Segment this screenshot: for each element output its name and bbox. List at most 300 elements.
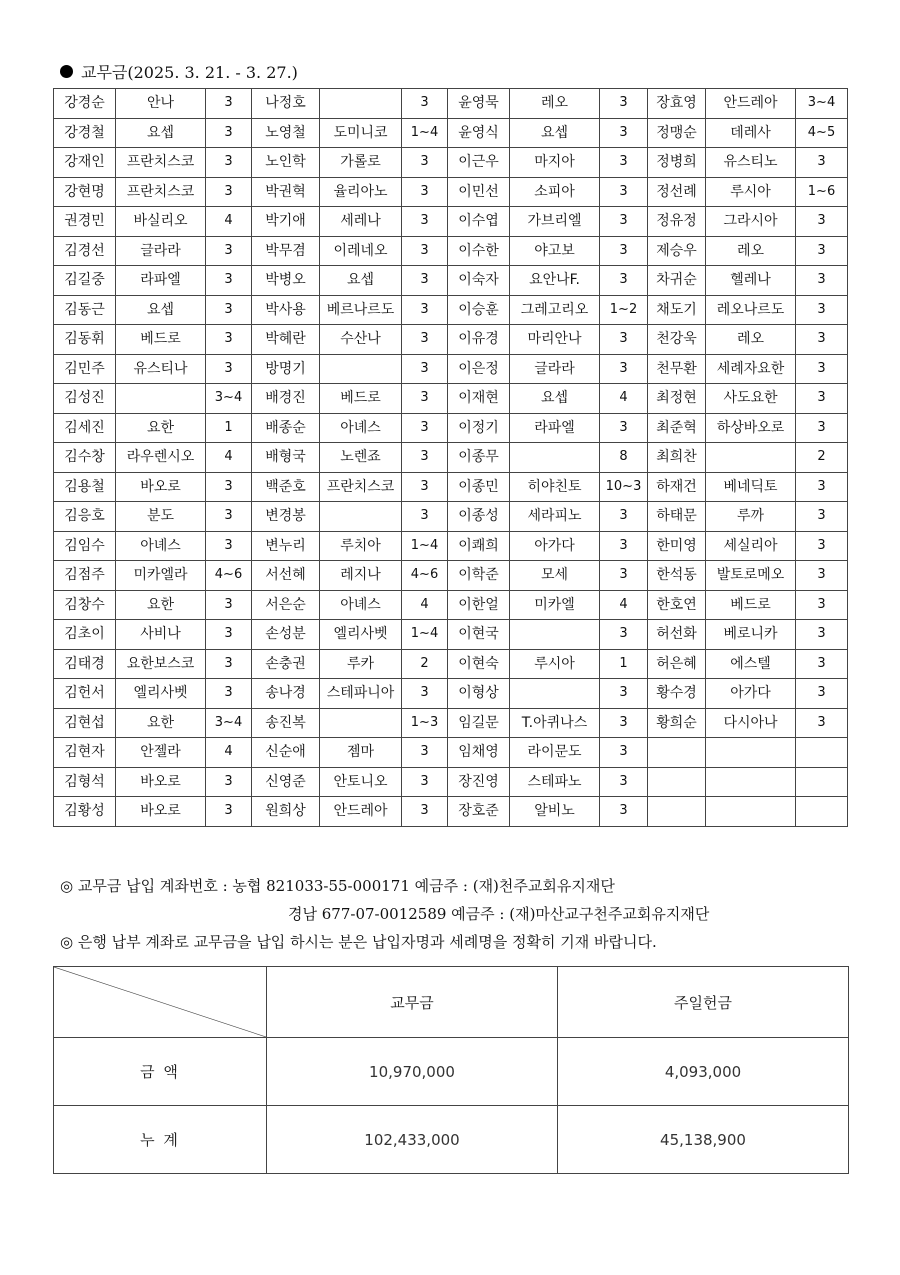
baptismal-name-cell: 다시아나 xyxy=(706,708,796,738)
baptismal-name-cell: 안드레아 xyxy=(706,89,796,119)
table-row xyxy=(54,502,848,532)
baptismal-name-cell: 베네딕토 xyxy=(706,472,796,502)
months-cell: 3 xyxy=(600,708,648,738)
baptismal-name-cell: 루치아 xyxy=(320,531,402,561)
baptismal-name-cell: 미카엘라 xyxy=(116,561,206,591)
baptismal-name-cell: 요셉 xyxy=(320,266,402,296)
baptismal-name-cell: 안나 xyxy=(116,89,206,119)
baptismal-name-cell: 루카 xyxy=(320,649,402,679)
baptismal-name-cell xyxy=(116,384,206,414)
months-cell: 3 xyxy=(206,236,252,266)
months-cell: 2 xyxy=(402,649,448,679)
baptismal-name-cell: 미카엘 xyxy=(510,590,600,620)
months-cell: 3 xyxy=(206,767,252,797)
table-row xyxy=(54,177,848,207)
months-cell: 3 xyxy=(206,89,252,119)
baptismal-name-cell: 그라시아 xyxy=(706,207,796,237)
months-cell: 1~4 xyxy=(402,531,448,561)
baptismal-name-cell xyxy=(706,767,796,797)
baptismal-name-cell: 요셉 xyxy=(510,118,600,148)
name-cell: 백준호 xyxy=(252,472,320,502)
name-cell: 이근우 xyxy=(448,148,510,178)
baptismal-name-cell: 가롤로 xyxy=(320,148,402,178)
name-cell: 이재현 xyxy=(448,384,510,414)
months-cell: 3 xyxy=(402,354,448,384)
months-cell: 3 xyxy=(796,502,848,532)
name-cell: 최정현 xyxy=(648,384,706,414)
baptismal-name-cell: 루까 xyxy=(706,502,796,532)
table-row xyxy=(54,354,848,384)
months-cell: 3 xyxy=(600,118,648,148)
baptismal-name-cell: 엘리사벳 xyxy=(320,620,402,650)
row-label-cumulative: 누 계 xyxy=(54,1106,267,1174)
months-cell: 3 xyxy=(796,561,848,591)
months-cell: 3 xyxy=(796,708,848,738)
months-cell: 3 xyxy=(600,89,648,119)
baptismal-name-cell: 에스텔 xyxy=(706,649,796,679)
table-row xyxy=(54,561,848,591)
name-cell: 이쾌희 xyxy=(448,531,510,561)
baptismal-name-cell: 스테파노 xyxy=(510,767,600,797)
months-cell: 3 xyxy=(600,531,648,561)
name-cell: 김수창 xyxy=(54,443,116,473)
name-cell: 정유정 xyxy=(648,207,706,237)
months-cell xyxy=(796,767,848,797)
months-cell: 1~3 xyxy=(402,708,448,738)
baptismal-name-cell: 아가다 xyxy=(706,679,796,709)
name-cell: 서선혜 xyxy=(252,561,320,591)
months-cell: 3 xyxy=(600,502,648,532)
months-cell: 3 xyxy=(796,325,848,355)
months-cell: 3 xyxy=(600,266,648,296)
months-cell: 3 xyxy=(206,118,252,148)
months-cell: 3 xyxy=(206,797,252,827)
baptismal-name-cell: 라우렌시오 xyxy=(116,443,206,473)
table-row xyxy=(54,649,848,679)
name-cell: 박권혁 xyxy=(252,177,320,207)
table-row xyxy=(54,620,848,650)
months-cell: 3 xyxy=(206,502,252,532)
baptismal-name-cell xyxy=(706,797,796,827)
name-cell: 최희찬 xyxy=(648,443,706,473)
name-cell: 김길중 xyxy=(54,266,116,296)
baptismal-name-cell: 라파엘 xyxy=(510,413,600,443)
baptismal-name-cell: 베드로 xyxy=(320,384,402,414)
name-cell: 임길문 xyxy=(448,708,510,738)
table-row xyxy=(54,472,848,502)
diagonal-line xyxy=(54,967,266,1037)
account-note-1: ◎ 교무금 납입 계좌번호 : 농협 821033-55-000171 예금주 : (재)천주교회유지재단 xyxy=(60,877,615,895)
name-cell: 김세진 xyxy=(54,413,116,443)
months-cell: 1~4 xyxy=(402,118,448,148)
baptismal-name-cell: 프란치스코 xyxy=(116,148,206,178)
name-cell: 이숙자 xyxy=(448,266,510,296)
months-cell: 3 xyxy=(796,266,848,296)
baptismal-name-cell: 아녜스 xyxy=(116,531,206,561)
baptismal-name-cell xyxy=(510,620,600,650)
name-cell: 김현섭 xyxy=(54,708,116,738)
table-row xyxy=(54,708,848,738)
months-cell: 3 xyxy=(600,236,648,266)
amount-sunday-offering: 4,093,000 xyxy=(558,1038,849,1106)
name-cell: 강경철 xyxy=(54,118,116,148)
name-cell: 장효영 xyxy=(648,89,706,119)
name-cell: 김동휘 xyxy=(54,325,116,355)
baptismal-name-cell: 요한보스코 xyxy=(116,649,206,679)
section-heading xyxy=(60,60,298,83)
baptismal-name-cell: 프란치스코 xyxy=(320,472,402,502)
months-cell: 4 xyxy=(206,738,252,768)
baptismal-name-cell: 노렌죠 xyxy=(320,443,402,473)
name-cell: 김초이 xyxy=(54,620,116,650)
table-row xyxy=(54,295,848,325)
months-cell: 3 xyxy=(402,767,448,797)
cumulative-sunday-offering: 45,138,900 xyxy=(558,1106,849,1174)
baptismal-name-cell: 헬레나 xyxy=(706,266,796,296)
name-cell: 천무환 xyxy=(648,354,706,384)
name-cell: 허선화 xyxy=(648,620,706,650)
baptismal-name-cell: 안드레아 xyxy=(320,797,402,827)
name-cell: 김임수 xyxy=(54,531,116,561)
months-cell: 3 xyxy=(402,738,448,768)
name-cell: 신순애 xyxy=(252,738,320,768)
months-cell: 1~2 xyxy=(600,295,648,325)
months-cell: 8 xyxy=(600,443,648,473)
months-cell: 3 xyxy=(600,177,648,207)
months-cell: 4 xyxy=(600,590,648,620)
months-cell: 4~6 xyxy=(206,561,252,591)
baptismal-name-cell: 베드로 xyxy=(116,325,206,355)
name-cell: 김용철 xyxy=(54,472,116,502)
name-cell: 이종성 xyxy=(448,502,510,532)
months-cell: 3 xyxy=(600,413,648,443)
baptismal-name-cell: 요한 xyxy=(116,708,206,738)
months-cell: 3 xyxy=(206,649,252,679)
months-cell: 3 xyxy=(206,472,252,502)
months-cell: 3 xyxy=(206,531,252,561)
baptismal-name-cell: 베르나르도 xyxy=(320,295,402,325)
name-cell: 하재건 xyxy=(648,472,706,502)
baptismal-name-cell xyxy=(510,679,600,709)
baptismal-name-cell: 베드로 xyxy=(706,590,796,620)
months-cell: 3 xyxy=(402,148,448,178)
name-cell: 장호준 xyxy=(448,797,510,827)
months-cell: 3 xyxy=(796,384,848,414)
name-cell: 한석동 xyxy=(648,561,706,591)
name-cell: 송나경 xyxy=(252,679,320,709)
table-row xyxy=(54,236,848,266)
table-row xyxy=(54,148,848,178)
baptismal-name-cell: 레지나 xyxy=(320,561,402,591)
name-cell: 배종순 xyxy=(252,413,320,443)
baptismal-name-cell xyxy=(320,708,402,738)
months-cell: 3 xyxy=(402,443,448,473)
months-cell: 3 xyxy=(206,620,252,650)
name-cell: 허은혜 xyxy=(648,649,706,679)
months-cell: 3 xyxy=(600,738,648,768)
baptismal-name-cell: 바오로 xyxy=(116,472,206,502)
baptismal-name-cell: T.아퀴나스 xyxy=(510,708,600,738)
baptismal-name-cell: 루시아 xyxy=(706,177,796,207)
name-cell: 한미영 xyxy=(648,531,706,561)
name-cell: 이학준 xyxy=(448,561,510,591)
name-cell: 배형국 xyxy=(252,443,320,473)
months-cell: 3 xyxy=(600,561,648,591)
months-cell: 1 xyxy=(206,413,252,443)
name-cell xyxy=(648,797,706,827)
baptismal-name-cell: 루시아 xyxy=(510,649,600,679)
baptismal-name-cell xyxy=(706,443,796,473)
months-cell: 3 xyxy=(402,384,448,414)
months-cell: 4 xyxy=(206,207,252,237)
column-header-sunday-offering: 주일헌금 xyxy=(558,967,849,1038)
heading-title: 교무금(2025. 3. 21. - 3. 27.) xyxy=(81,63,298,82)
name-cell: 강경순 xyxy=(54,89,116,119)
name-cell: 이현숙 xyxy=(448,649,510,679)
baptismal-name-cell: 요셉 xyxy=(510,384,600,414)
name-cell: 채도기 xyxy=(648,295,706,325)
name-cell: 차귀순 xyxy=(648,266,706,296)
name-cell: 정선례 xyxy=(648,177,706,207)
months-cell: 3 xyxy=(600,207,648,237)
table-row xyxy=(54,207,848,237)
months-cell: 3 xyxy=(796,295,848,325)
name-cell: 윤영묵 xyxy=(448,89,510,119)
name-cell: 이종민 xyxy=(448,472,510,502)
months-cell: 3 xyxy=(402,472,448,502)
baptismal-name-cell: 유스티나 xyxy=(116,354,206,384)
baptismal-name-cell: 안젤라 xyxy=(116,738,206,768)
instruction-note: ◎ 은행 납부 계좌로 교무금을 납입 하시는 분은 납입자명과 세례명을 정확히 기재 바랍니다. xyxy=(60,933,657,951)
table-row xyxy=(54,590,848,620)
table-row xyxy=(54,443,848,473)
baptismal-name-cell: 세실리아 xyxy=(706,531,796,561)
baptismal-name-cell: 레오 xyxy=(706,236,796,266)
baptismal-name-cell: 발토로메오 xyxy=(706,561,796,591)
baptismal-name-cell: 모세 xyxy=(510,561,600,591)
baptismal-name-cell: 바오로 xyxy=(116,767,206,797)
name-cell: 박병오 xyxy=(252,266,320,296)
table-row xyxy=(54,767,848,797)
baptismal-name-cell xyxy=(320,89,402,119)
contribution-table xyxy=(53,88,848,827)
months-cell: 3 xyxy=(600,679,648,709)
baptismal-name-cell: 세례자요한 xyxy=(706,354,796,384)
row-label-amount: 금 액 xyxy=(54,1038,267,1106)
name-cell xyxy=(648,738,706,768)
baptismal-name-cell: 베로니카 xyxy=(706,620,796,650)
baptismal-name-cell: 라이문도 xyxy=(510,738,600,768)
table-row xyxy=(54,679,848,709)
name-cell: 김민주 xyxy=(54,354,116,384)
baptismal-name-cell: 엘리사벳 xyxy=(116,679,206,709)
name-cell: 천강욱 xyxy=(648,325,706,355)
baptismal-name-cell: 바실리오 xyxy=(116,207,206,237)
name-cell: 이한얼 xyxy=(448,590,510,620)
months-cell: 3 xyxy=(796,472,848,502)
table-row xyxy=(54,118,848,148)
months-cell: 3 xyxy=(796,236,848,266)
name-cell: 김경선 xyxy=(54,236,116,266)
name-cell: 황희순 xyxy=(648,708,706,738)
name-cell: 이수엽 xyxy=(448,207,510,237)
baptismal-name-cell: 그레고리오 xyxy=(510,295,600,325)
months-cell: 3 xyxy=(796,354,848,384)
months-cell: 3~4 xyxy=(206,708,252,738)
account-note-2: 경남 677-07-0012589 예금주 : (재)마산교구천주교회유지재단 xyxy=(288,905,710,923)
name-cell: 장진영 xyxy=(448,767,510,797)
baptismal-name-cell: 프란치스코 xyxy=(116,177,206,207)
name-cell: 김황성 xyxy=(54,797,116,827)
name-cell: 노영철 xyxy=(252,118,320,148)
bullet-icon xyxy=(60,65,73,78)
name-cell: 김태경 xyxy=(54,649,116,679)
name-cell: 최준혁 xyxy=(648,413,706,443)
months-cell: 3 xyxy=(796,207,848,237)
baptismal-name-cell: 유스티노 xyxy=(706,148,796,178)
months-cell: 3 xyxy=(600,325,648,355)
months-cell: 10~3 xyxy=(600,472,648,502)
months-cell: 3 xyxy=(600,767,648,797)
months-cell: 1~4 xyxy=(402,620,448,650)
name-cell: 변경봉 xyxy=(252,502,320,532)
months-cell: 4 xyxy=(600,384,648,414)
months-cell: 3 xyxy=(796,148,848,178)
months-cell: 3 xyxy=(796,679,848,709)
baptismal-name-cell: 소피아 xyxy=(510,177,600,207)
name-cell: 김창수 xyxy=(54,590,116,620)
baptismal-name-cell: 이레네오 xyxy=(320,236,402,266)
table-row xyxy=(54,89,848,119)
months-cell: 3 xyxy=(402,502,448,532)
name-cell: 이정기 xyxy=(448,413,510,443)
months-cell: 3 xyxy=(796,649,848,679)
baptismal-name-cell: 야고보 xyxy=(510,236,600,266)
months-cell: 3 xyxy=(206,295,252,325)
months-cell: 3 xyxy=(796,413,848,443)
table-row xyxy=(54,384,848,414)
summary-table xyxy=(53,966,849,1174)
baptismal-name-cell: 알비노 xyxy=(510,797,600,827)
name-cell: 이은정 xyxy=(448,354,510,384)
months-cell: 4 xyxy=(402,590,448,620)
baptismal-name-cell xyxy=(510,443,600,473)
months-cell: 3 xyxy=(206,266,252,296)
months-cell: 2 xyxy=(796,443,848,473)
name-cell: 이민선 xyxy=(448,177,510,207)
months-cell: 3 xyxy=(402,325,448,355)
name-cell: 황수경 xyxy=(648,679,706,709)
table-row xyxy=(54,325,848,355)
months-cell: 3 xyxy=(402,295,448,325)
name-cell: 이승훈 xyxy=(448,295,510,325)
months-cell: 4~5 xyxy=(796,118,848,148)
months-cell: 3 xyxy=(402,89,448,119)
name-cell: 김동근 xyxy=(54,295,116,325)
baptismal-name-cell: 마리안나 xyxy=(510,325,600,355)
name-cell: 변누리 xyxy=(252,531,320,561)
months-cell: 3 xyxy=(796,620,848,650)
baptismal-name-cell: 도미니코 xyxy=(320,118,402,148)
name-cell: 하태문 xyxy=(648,502,706,532)
name-cell: 신영준 xyxy=(252,767,320,797)
months-cell: 3 xyxy=(402,797,448,827)
name-cell: 배경진 xyxy=(252,384,320,414)
baptismal-name-cell xyxy=(320,354,402,384)
months-cell: 3 xyxy=(206,679,252,709)
name-cell: 박혜란 xyxy=(252,325,320,355)
months-cell: 4~6 xyxy=(402,561,448,591)
baptismal-name-cell: 데레사 xyxy=(706,118,796,148)
column-header-contribution: 교무금 xyxy=(267,967,558,1038)
baptismal-name-cell: 레오 xyxy=(510,89,600,119)
name-cell: 강현명 xyxy=(54,177,116,207)
months-cell: 3 xyxy=(600,148,648,178)
name-cell: 김현자 xyxy=(54,738,116,768)
name-cell: 이유경 xyxy=(448,325,510,355)
baptismal-name-cell: 바오로 xyxy=(116,797,206,827)
name-cell: 이현국 xyxy=(448,620,510,650)
baptismal-name-cell: 수산나 xyxy=(320,325,402,355)
months-cell: 3 xyxy=(206,325,252,355)
name-cell: 원희상 xyxy=(252,797,320,827)
name-cell: 방명기 xyxy=(252,354,320,384)
name-cell: 윤영식 xyxy=(448,118,510,148)
months-cell xyxy=(796,797,848,827)
name-cell: 손성분 xyxy=(252,620,320,650)
baptismal-name-cell: 아가다 xyxy=(510,531,600,561)
name-cell: 노인학 xyxy=(252,148,320,178)
baptismal-name-cell: 가브리엘 xyxy=(510,207,600,237)
name-cell: 강재인 xyxy=(54,148,116,178)
name-cell: 박기애 xyxy=(252,207,320,237)
name-cell: 나정호 xyxy=(252,89,320,119)
baptismal-name-cell xyxy=(706,738,796,768)
months-cell: 3 xyxy=(206,590,252,620)
name-cell: 임채영 xyxy=(448,738,510,768)
baptismal-name-cell: 레오나르도 xyxy=(706,295,796,325)
name-cell: 제승우 xyxy=(648,236,706,266)
name-cell: 김점주 xyxy=(54,561,116,591)
table-row xyxy=(54,413,848,443)
diagonal-corner-cell xyxy=(54,967,267,1038)
baptismal-name-cell: 라파엘 xyxy=(116,266,206,296)
name-cell: 서은순 xyxy=(252,590,320,620)
baptismal-name-cell: 글라라 xyxy=(116,236,206,266)
baptismal-name-cell: 아녜스 xyxy=(320,413,402,443)
months-cell: 3 xyxy=(206,354,252,384)
name-cell xyxy=(648,767,706,797)
name-cell: 한호연 xyxy=(648,590,706,620)
baptismal-name-cell: 요한 xyxy=(116,413,206,443)
months-cell: 4 xyxy=(206,443,252,473)
months-cell xyxy=(796,738,848,768)
baptismal-name-cell xyxy=(320,502,402,532)
cumulative-contribution: 102,433,000 xyxy=(267,1106,558,1174)
table-row xyxy=(54,797,848,827)
baptismal-name-cell: 요셉 xyxy=(116,118,206,148)
baptismal-name-cell: 세라피노 xyxy=(510,502,600,532)
name-cell: 정병희 xyxy=(648,148,706,178)
months-cell: 3~4 xyxy=(796,89,848,119)
months-cell: 3 xyxy=(206,177,252,207)
name-cell: 정맹순 xyxy=(648,118,706,148)
name-cell: 김형석 xyxy=(54,767,116,797)
months-cell: 3~4 xyxy=(206,384,252,414)
months-cell: 3 xyxy=(402,207,448,237)
table-row xyxy=(54,738,848,768)
baptismal-name-cell: 사비나 xyxy=(116,620,206,650)
